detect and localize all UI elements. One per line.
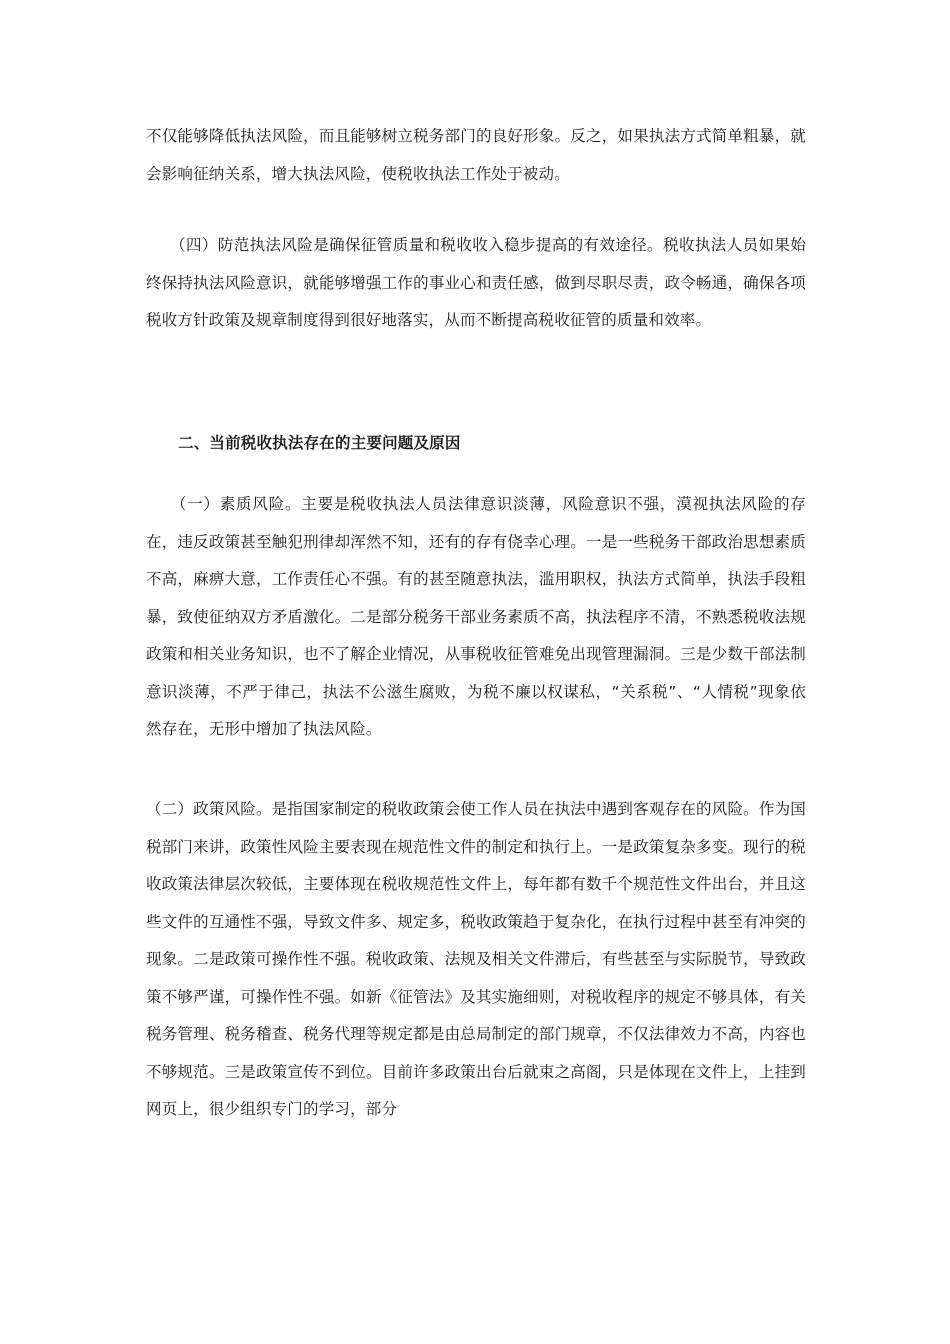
paragraph-policy-risk: （二）政策风险。是指国家制定的税收政策会使工作人员在执法中遇到客观存在的风险。作为国税部门来讲，政策性风险主要表现在规范性文件的制定和执行上。一是政策复杂多变。现行的税收政策法律层次较低，主要体现在税收规范性文件上，每年都有数千个规范性文件出台，并且这些文件的互通性不强，导致文件多、规定多，税收政策趋于复杂化，在执行过程中甚至有冲突的现象。二是政策可操作性不强。税收政策、法规及相关文件滞后，有些甚至与实际脱节，导致政策不够严谨，可操作性不强。如新《征管法》及其实施细则，对税收程序的规定不够具体，有关税务管理、税务稽查、税务代理等规定都是由总局制定的部门规章，不仅法律效力不高，内容也不够规范。三是政策宣传不到位。目前许多政策出台后就束之高阁，只是体现在文件上，上挂到网页上，很少组织专门的学习，部分 — [146, 800, 806, 1118]
paragraph-quality-risk: （一）素质风险。主要是税收执法人员法律意识淡薄，风险意识不强，漠视执法风险的存在，违反政策甚至触犯刑律却浑然不知，还有的存有侥幸心理。一是一些税务干部政治思想素质不高，麻痹大意，工作责任心不强。有的甚至随意执法，滥用职权，执法方式简单，执法手段粗暴，致使征纳双方矛盾激化。二是部分税务干部业务素质不高，执法程序不清，不熟悉税收法规政策和相关业务知识，也不了解企业情况，从事税收征管难免出现管理漏洞。三是少数干部法制意识淡薄，不严于律己，执法不公滋生腐败，为税不廉以权谋私，“关系税”、“人情税”现象依然存在，无形中增加了执法风险。 — [146, 495, 806, 738]
paragraph-section-four: （四）防范执法风险是确保征管质量和税收收入稳步提高的有效途径。税收执法人员如果始终保持执法风险意识，就能够增强工作的事业心和责任感，做到尽职尽责，政令畅通，确保各项税收方针政策及规章制度得到很好地落实，从而不断提高税收征管的质量和效率。 — [146, 236, 806, 329]
section-heading-2: 二、当前税收执法存在的主要问题及原因 — [178, 434, 461, 452]
paragraph-intro-continuation: 不仅能够降低执法风险，而且能够树立税务部门的良好形象。反之，如果执法方式简单粗暴，就会影响征纳关系，增大执法风险，使税收执法工作处于被动。 — [146, 127, 806, 183]
